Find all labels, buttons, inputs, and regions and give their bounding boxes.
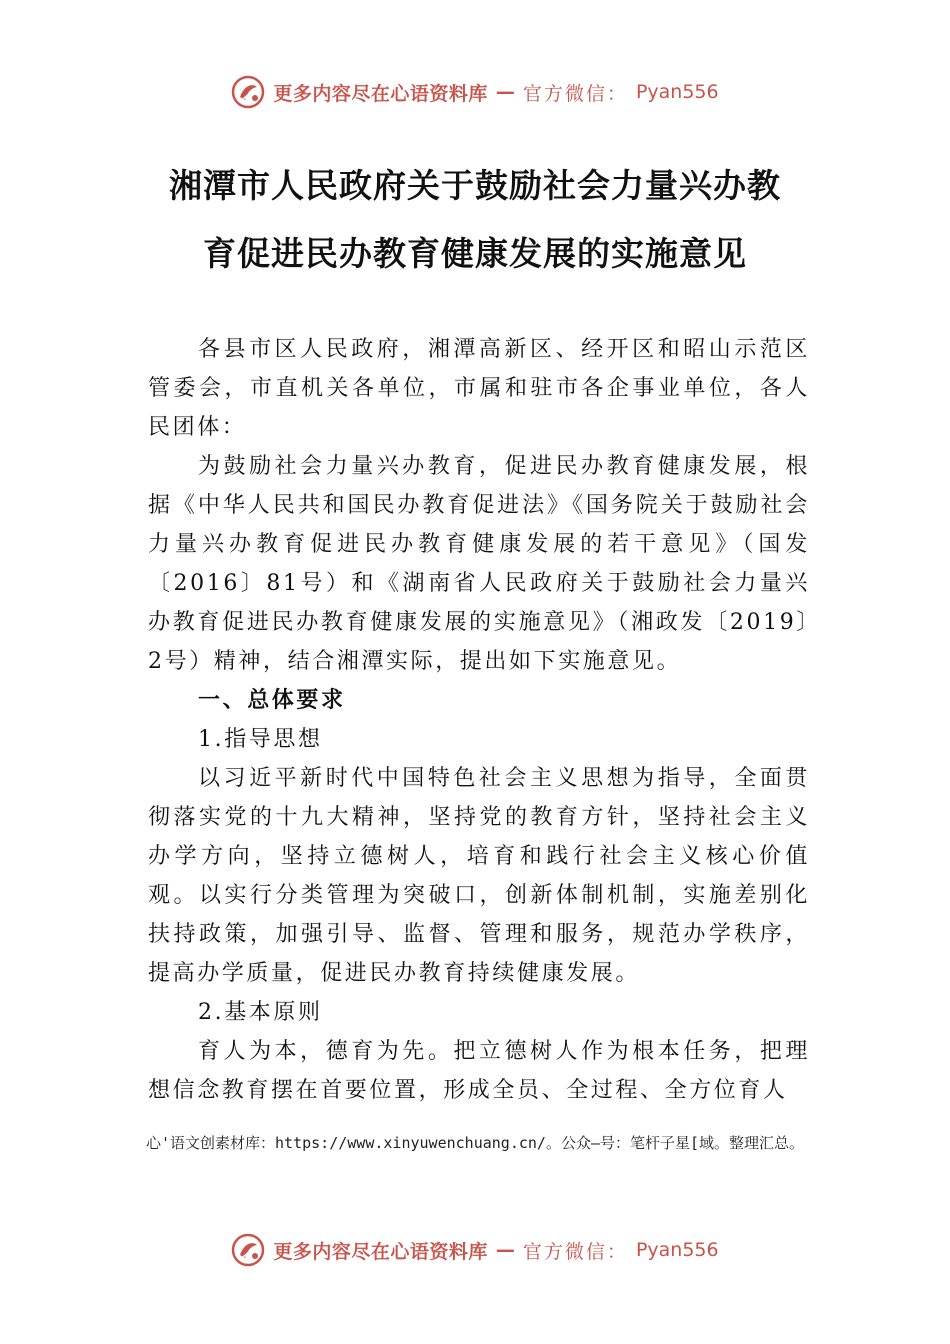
- watermark-header: [0, 72, 950, 112]
- basic-principles-paragraph: 育人为本，德育为先。把立德树人作为根本任务，把理想信念教育摆在首要位置，形成全员、全过程、全方位育人: [148, 1039, 810, 1103]
- salutation-paragraph: 各县市区人民政府，湘潭高新区、经开区和昭山示范区管委会，市直机关各单位，市属和驻市各企事业单位，各人民团体：: [148, 337, 810, 440]
- seal-logo-icon: [231, 1233, 265, 1267]
- watermark-label: 官方微信：: [522, 82, 628, 105]
- watermark-text: 更多内容尽在心语资料库: [273, 82, 488, 105]
- seal-logo-icon: [231, 75, 265, 109]
- document-title-line-2: 育促进民办教育健康发展的实施意见: [203, 234, 747, 273]
- section-heading-overall-requirements: 一、总体要求: [198, 688, 346, 713]
- document-title-line-1: 湘潭市人民政府关于鼓励社会力量兴办教: [169, 166, 781, 205]
- watermark-label: 官方微信：: [522, 1240, 628, 1263]
- watermark-separator: —: [495, 1239, 515, 1261]
- subheading-guiding-ideology: 1.指导思想: [198, 727, 323, 752]
- document-body: [148, 330, 810, 1110]
- footer-source-line: 心'语文创素材库：https://www.xinyuwenchuang.cn/。公众—号：笔杆子星[域。整理汇总。: [145, 1134, 805, 1152]
- watermark-text: 更多内容尽在心语资料库: [273, 1240, 488, 1263]
- watermark-id: Pyan556: [635, 1239, 719, 1261]
- watermark-separator: —: [495, 81, 515, 103]
- subheading-basic-principles: 2.基本原则: [198, 1000, 323, 1025]
- intro-paragraph: 为鼓励社会力量兴办教育，促进民办教育健康发展，根据《中华人民共和国民办教育促进法》《国务院关于鼓励社会力量兴办教育促进民办教育健康发展的若干意见》（国发〔2016〕81号）和《湖南省人民政府关于鼓励社会力量兴办教育促进民办教育健康发展的实施意见》（湘政发〔2019〕2号）精神，结合湘潭实际，提出如下实施意见。: [148, 454, 810, 674]
- watermark-id: Pyan556: [635, 81, 719, 103]
- guiding-ideology-paragraph: 以习近平新时代中国特色社会主义思想为指导，全面贯彻落实党的十九大精神，坚持党的教育方针，坚持社会主义办学方向，坚持立德树人，培育和践行社会主义核心价值观。以实行分类管理为突破口，创新体制机制，实施差别化扶持政策，加强引导、监督、管理和服务，规范办学秩序，提高办学质量，促进民办教育持续健康发展。: [148, 766, 810, 986]
- watermark-footer: [0, 1230, 950, 1270]
